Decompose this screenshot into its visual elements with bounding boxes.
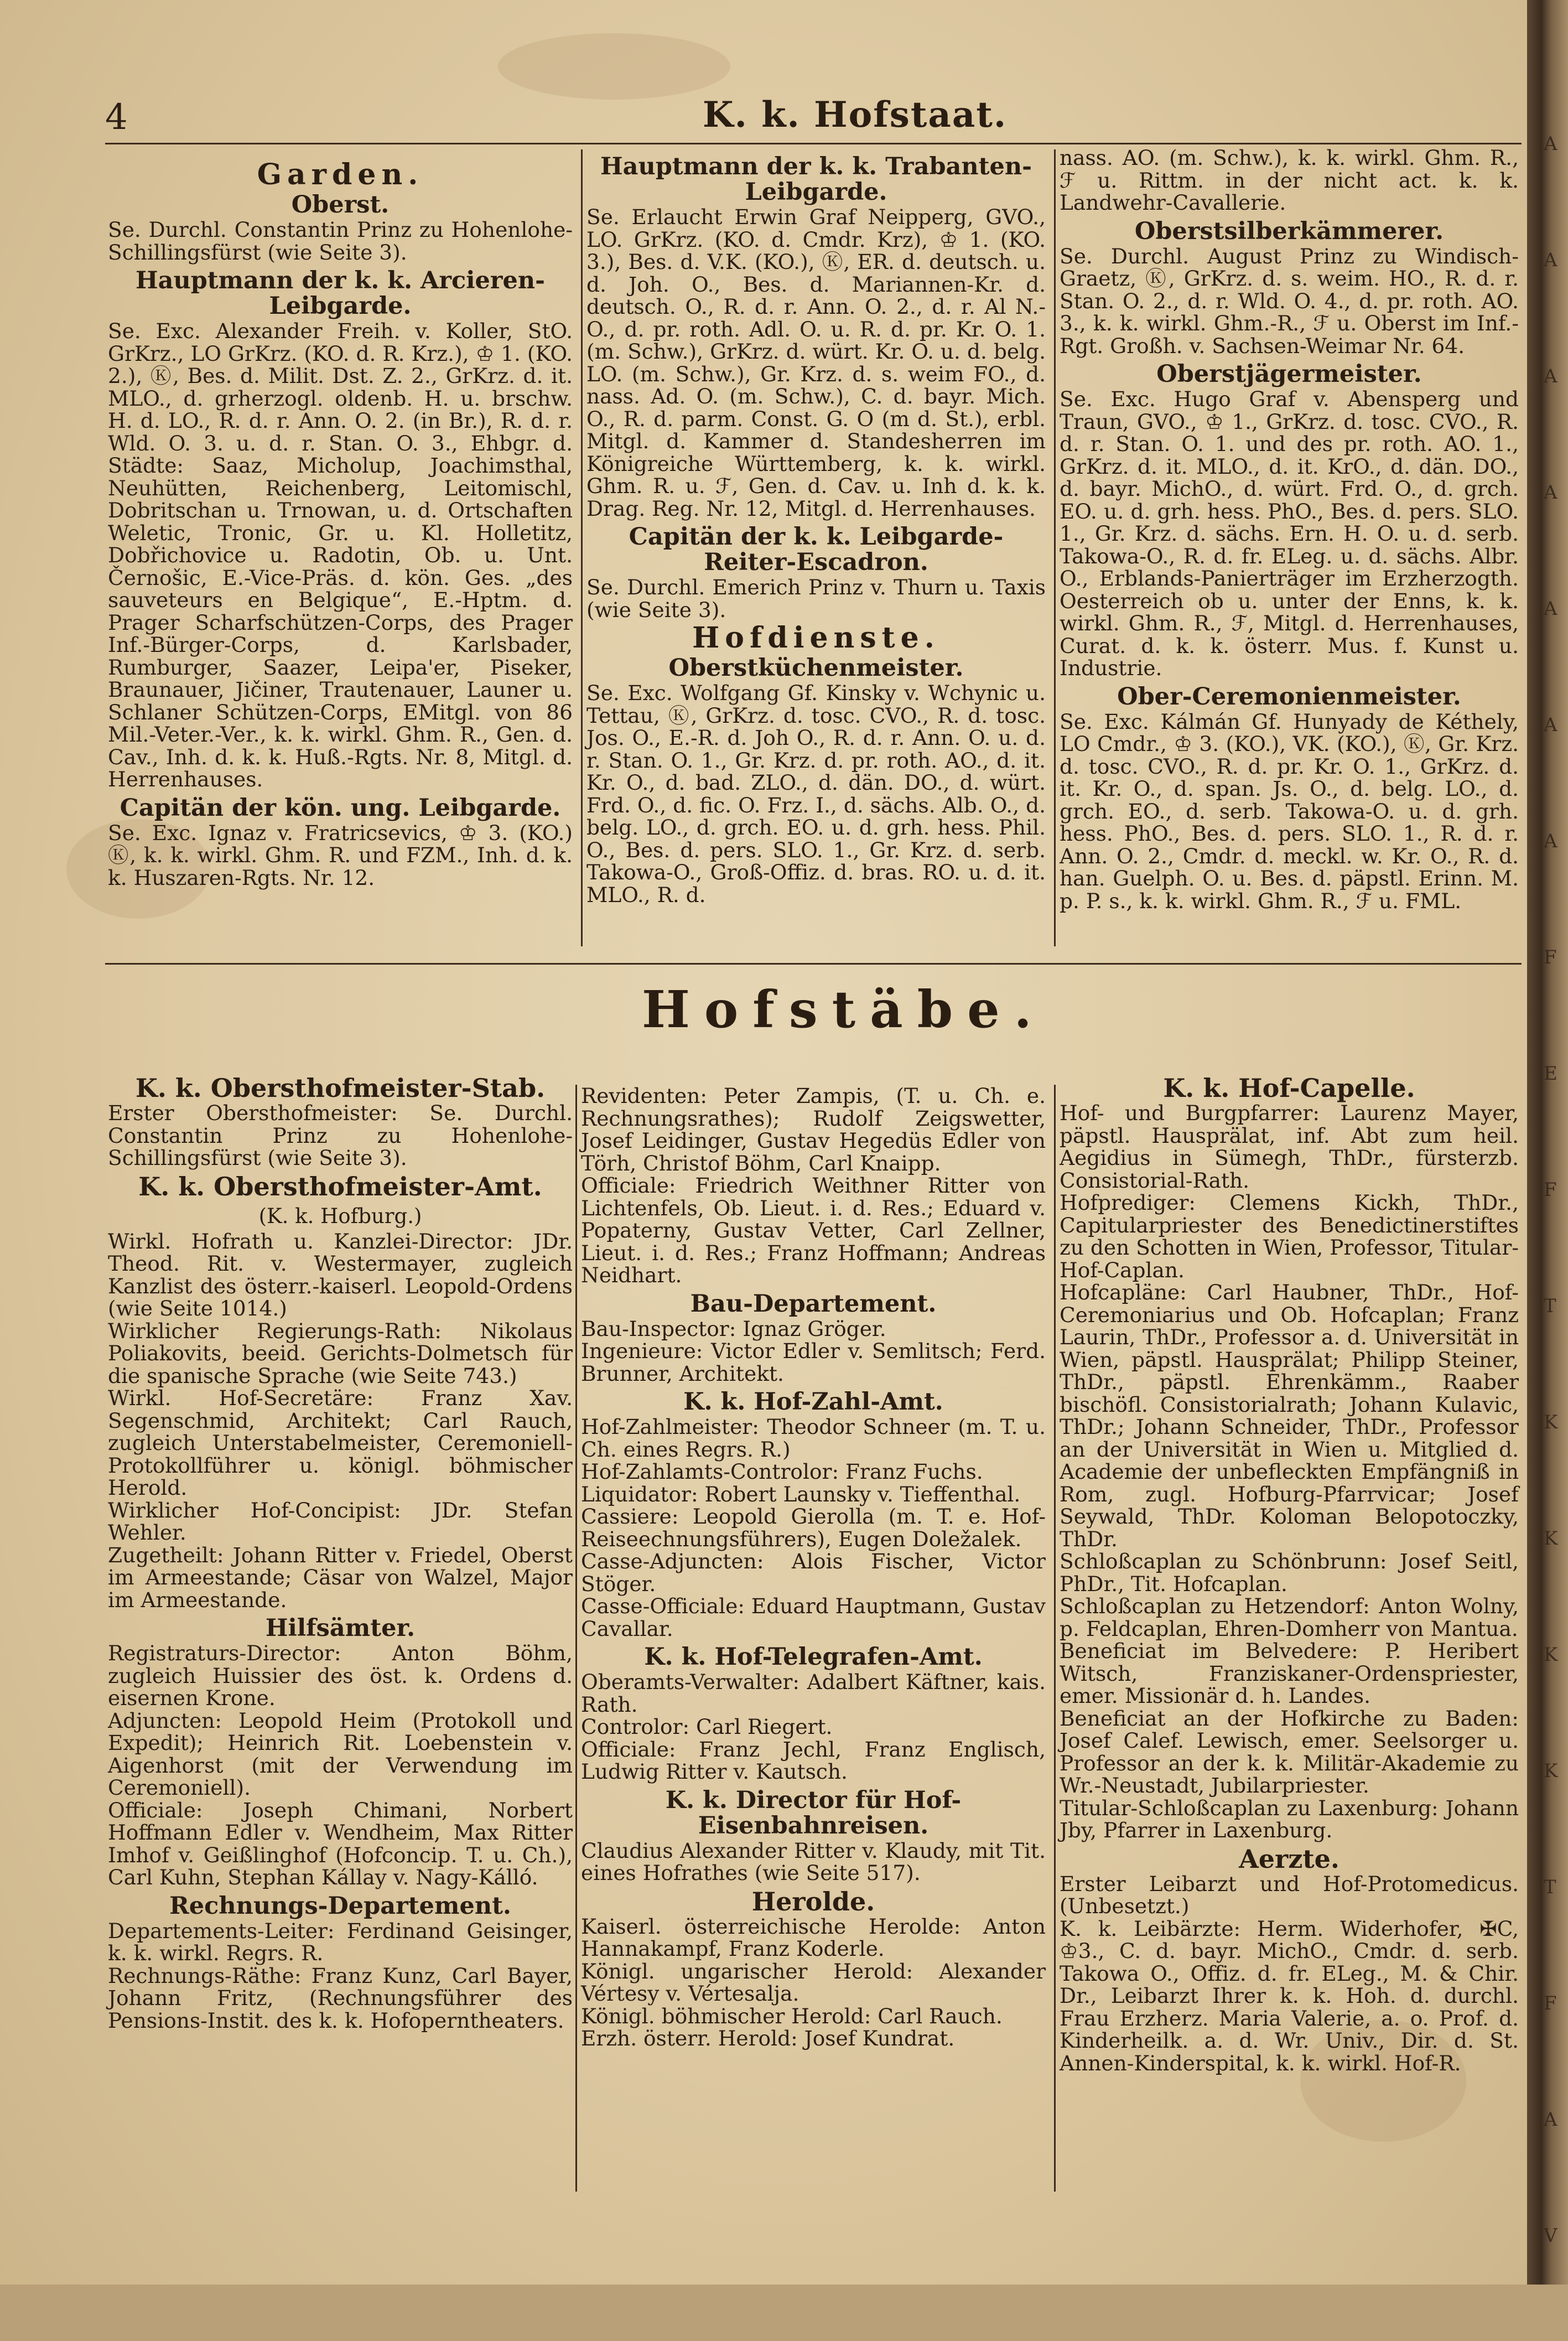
spine-letter: A xyxy=(1544,133,1557,155)
page-number: 4 xyxy=(105,97,128,138)
text-kuechenmeister-cont: nass. AO. (m. Schw.), k. k. wirkl. Ghm. R., ℱ u. Rittm. in der nicht act. k. k. Landwehr-Cavallerie. xyxy=(1060,146,1519,215)
list-item: Wirkl. Hofrath u. Kanzlei-Director: JDr. Theod. Rit. v. Westermayer, zugleich Kanzlist des österr.-kaiserl. Leopold-Ordens (wie Seite 1014.) xyxy=(108,1229,573,1320)
list-item: Officiale: Franz Jechl, Franz Englisch, Ludwig Ritter v. Kautsch. xyxy=(581,1737,1046,1784)
list-item: Departements-Leiter: Ferdinand Geisinger, k. k. wirkl. Regrs. R. xyxy=(108,1918,573,1965)
column-oberst-aemter xyxy=(1060,147,1519,912)
column-departements xyxy=(581,1085,1046,2050)
text-kuechenmeister: Se. Exc. Wolfgang Gf. Kinsky v. Wchynic u. Tettau, Ⓚ, GrKrz. d. tosc. CVO., R. d. tosc. Jos. O., E.-R. d. Joh O., R. d. r. Ann. O. u. d. r. Stan. O. 1., Gr. Krz. d. pr. roth. AO., d. it. Kr. O., d. bad. ZLO., d. dän. DO., d. würt. Frd. O., d. fic. O. Frz. I., d. sächs. Alb. O., d. belg. LO., d. grch. EO. u. d. grh. hess. Phil. O., Bes. d. pers. SLO. 1., Gr. Krz. d. serb. Takowa-O., Groß-Offiz. d. bras. RO. u. d. it. MLO., R. d. xyxy=(586,681,1046,907)
heading-ungarn-leibgarde: Capitän der kön. ung. Leibgarde. xyxy=(120,794,561,822)
heading-bau-departement: Bau-Departement. xyxy=(690,1289,937,1318)
text-jaegermeister: Se. Exc. Hugo Graf v. Abensperg und Traun, GVO., ♔ 1., GrKrz. d. tosc. CVO., R. d. r. Stan. O. 1. und des pr. roth. AO. 1., GrKrz. d. it. MLO., d. it. KrO., d. dän. DO., d. bayr. MichO., d. würt. Frd. O., d. grch. EO. u. d. grh. hess. PhO., Bes. d. pers. SLO. 1., Gr. Krz. d. sächs. Ern. H. O. u. d. serb. Takowa-O., R. d. fr. ELeg. u. d. sächs. Albr. O., Erblands-Panierträger im Erzherzogth. Oesterreich ob u. unter der Enns, k. k. wirkl. Ghm. R., ℱ, Mitgl. d. Herrenhauses, Curat. d. k. k. österr. Mus. f. Kunst u. Industrie. xyxy=(1060,387,1519,680)
list-item: Casse-Adjuncten: Alois Fischer, Victor Stöger. xyxy=(581,1549,1046,1596)
column-obersthofmeister xyxy=(108,1071,573,2032)
spine-letter: A xyxy=(1544,598,1557,620)
spine-letter: K xyxy=(1544,1644,1558,1666)
list-item: Erzh. österr. Herold: Josef Kundrat. xyxy=(581,2026,955,2050)
list-item: Hof- und Burgpfarrer: Laurenz Mayer, päpstl. Hausprälat, inf. Abt zum heil. Aegidius in Sümegh, ThDr., fürsterzb. Consistorial-Rath. xyxy=(1060,1101,1519,1193)
spine-letter: A xyxy=(1544,830,1557,852)
list-item: Liquidator: Robert Launsky v. Tieffenthal. xyxy=(581,1482,1021,1506)
spine-letter: F xyxy=(1544,1179,1557,1201)
spine-letter: F xyxy=(1544,1992,1557,2014)
text-oberst: Se. Durchl. Constantin Prinz zu Hohenlohe-Schillingsfürst (wie Seite 3). xyxy=(108,217,573,265)
spine-letter: K xyxy=(1544,1411,1558,1433)
heading-obersthofmeister-stab: K. k. Obersthofmeister-Stab. xyxy=(135,1073,546,1103)
spine-letter: A xyxy=(1544,2109,1557,2131)
list-item: Casse-Officiale: Eduard Hauptmann, Gustav Cavallar. xyxy=(581,1594,1046,1641)
heading-obersthofmeister-amt: K. k. Obersthofmeister-Amt. xyxy=(138,1171,542,1201)
text-erster-obersthofmeister: Erster Obersthofmeister: Se. Durchl. Constantin Prinz zu Hohenlohe-Schillingsfürst (wie Seite 3). xyxy=(108,1101,573,1170)
paper-stain xyxy=(498,33,730,100)
page-header xyxy=(105,94,1522,141)
spine-letter: F xyxy=(1544,946,1557,968)
column-rule xyxy=(575,1085,577,2192)
list-item: Beneficiat im Belvedere: P. Heribert Witsch, Franziskaner-Ordenspriester, emer. Missionär d. h. Landes. xyxy=(1060,1639,1519,1708)
text-arcieren: Se. Exc. Alexander Freih. v. Koller, StO. GrKrz., LO GrKrz. (KO. d. R. Krz.), ♔ 1. (KO. 2.), Ⓚ, Bes. d. Milit. Dst. Z. 2., GrKrz. d. it. MLO., d. grherzogl. oldenb. H. u. brschw. H. d. LO., R. d. r. Ann. O. 2. (in Br.), R. d. r. Wld. O. 3. u. d. r. Stan. O. 3., Ehbgr. d. Städte: Saaz, Micholup, Joachimsthal, Neuhütten, Reichenberg, Leitomischl, Dobritschan u. Trnowan, u. d. Ortschaften Weletic, Tronic, Gr. u. Kl. Holletitz, Dobřichovice u. Radotin, Ob. u. Unt. Černošic, E.-Vice-Präs. d. kön. Ges. „des sauveteurs en Belgique“, E.-Hptm. d. Prager Scharfschützen-Corps, des Prager Inf.-Bürger-Corps, d. Karlsbader, Rumburger, Saazer, Leipa'er, Piseker, Braunauer, Jičiner, Trautenauer, Launer u. Schlaner Schützen-Corps, EMitgl. von 86 Mil.-Veter.-Ver., k. k. wirkl. Ghm. R., Gen. d. Cav., Inh. d. k. k. Huß.-Rgts. Nr. 8, Mitgl. d. Herrenhauses. xyxy=(108,319,573,791)
list-item: Revidenten: Peter Zampis, (T. u. Ch. e. Rechnungsrathes); Rudolf Zeigswetter, Josef Leidinger, Gustav Hegedüs Edler von Törh, Christof Böhm, Carl Knaipp. xyxy=(581,1084,1046,1175)
text-trabanten: Se. Erlaucht Erwin Graf Neipperg, GVO., LO. GrKrz. (KO. d. Cmdr. Krz), ♔ 1. (KO. 3.), Bes. d. V.K. (KO.), Ⓚ, ER. d. deutsch. u. d. Joh. O., Bes. d. Mariannen-Kr. d. deutsch. O., R. d. r. Ann. O. 2., d. r. Al N.-O., d. pr. roth. Adl. O. u. R. d. pr. Kr. O. 1. (m. Schw.), GrKrz. d. würt. Kr. O. u. d. belg. LO. (m. Schw.), Gr. Krz. d. s. weim FO., d. nass. Ad. O. (m. Schw.), C. d. bayr. Mich. O., R. d. parm. Const. G. O (m d. St.), erbl. Mitgl. d. Kammer d. Standesherren im Königreiche Württemberg, k. k. wirkl. Ghm. R. u. ℱ, Gen. d. Cav. u. Inh d. k. k. Drag. Reg. Nr. 12, Mitgl. d. Herrenhauses. xyxy=(586,205,1046,521)
spine-letter: A xyxy=(1544,714,1557,736)
spine-letter: K xyxy=(1544,1527,1558,1550)
spine-letter: T xyxy=(1544,1876,1556,1898)
heading-hof-zahl-amt: K. k. Hof-Zahl-Amt. xyxy=(683,1388,943,1416)
column-trabanten xyxy=(586,149,1046,906)
list-item: Wirklicher Regierungs-Rath: Nikolaus Poliakovits, beeid. Gerichts-Dolmetsch für die spanische Sprache (wie Seite 743.) xyxy=(108,1318,573,1388)
list-item: Adjuncten: Leopold Heim (Protokoll und Expedit); Heinrich Rit. Loebenstein v. Aigenhorst (mit der Verwendung im Ceremoniell). xyxy=(108,1708,573,1800)
text-ceremonienmeister: Se. Exc. Kálmán Gf. Hunyady de Kéthely, LO Cmdr., ♔ 3. (KO.), VK. (KO.), Ⓚ, Gr. Krz. d. tosc. CVO., R. d. pr. Kr. O. 1., GrKrz. d. it. Kr. O., d. span. Js. O., d. belg. LO., d. grch. EO., d. serb. Takowa-O. u. d. grh. hess. PhO., Bes. d. pers. SLO. 1., R. d. r. Ann. O. 2., Cmdr. d. meckl. w. Kr. O., R. d. han. Guelph. O. u. Bes. d. päpstl. Erinn. M. p. P. s., k. k. wirkl. Ghm. R., ℱ u. FML. xyxy=(1060,709,1519,913)
list-item: Hofcapläne: Carl Haubner, ThDr., Hof-Ceremoniarius und Ob. Hofcaplan; Franz Laurin, ThDr., Professor a. d. Universität in Wien, päpstl. Hausprälat; Philipp Steiner, ThDr., päpstl. Ehrenkämm., Raaber bischöfl. Consistorialrath; Johann Kulavic, ThDr.; Johann Schneider, ThDr., Professor an der Universität in Wien u. Mitglied d. Academie der unbefleckten Empfängniß in Rom, zugl. Hofburg-Pfarrvicar; Josef Seywald, ThDr. Koloman Belopotoczky, ThDr. xyxy=(1060,1280,1519,1551)
header-rule xyxy=(105,143,1522,144)
list-item: Rechnungs-Räthe: Franz Kunz, Carl Bayer, Johann Fritz, (Rechnungsführer des Pensions-Instit. des k. k. Hofoperntheaters. xyxy=(108,1963,573,2033)
column-rule xyxy=(581,149,583,946)
list-item: Officiale: Friedrich Weithner Ritter von Lichtenfels, Ob. Lieut. i. d. Res.; Eduard v. Popaterny, Gustav Vetter, Carl Zellner, Lieut. i. d. Res.; Franz Hoffmann; Andreas Neidhart. xyxy=(581,1173,1046,1287)
list-item: Officiale: Joseph Chimani, Norbert Hoffmann Edler v. Wendheim, Max Ritter Imhof v. Geißlinghof (Hofconcip. T. u. Ch.), Carl Kuhn, Stephan Kállay v. Nagy-Kálló. xyxy=(108,1798,573,1889)
section-rule xyxy=(105,963,1522,965)
list-item: Erster Leibarzt und Hof-Protomedicus. (Unbesetzt.) xyxy=(1060,1871,1519,1918)
list-item: Claudius Alexander Ritter v. Klaudy, mit Tit. eines Hofrathes (wie Seite 517). xyxy=(581,1838,1046,1885)
list-item: Königl. ungarischer Herold: Alexander Vértesy v. Vértesalja. xyxy=(581,1959,1046,2006)
column-garden xyxy=(108,158,573,889)
list-item: Königl. böhmischer Herold: Carl Rauch. xyxy=(581,2003,1003,2028)
heading-ceremonienmeister: Ober-Ceremonienmeister. xyxy=(1117,682,1461,711)
list-item: Schloßcaplan zu Schönbrunn: Josef Seitl, PhDr., Tit. Hofcaplan. xyxy=(1060,1549,1519,1596)
section-heading-garden: Garden. xyxy=(257,158,424,191)
list-item: Beneficiat an der Hofkirche zu Baden: Josef Calef. Lewisch, emer. Seelsorger u. Professor an der k. k. Militär-Akademie zu Wr.-Neustadt, Jubilarpriester. xyxy=(1060,1706,1519,1798)
section-heading-hofdienste: Hofdienste. xyxy=(692,621,940,655)
list-item: Zugetheilt: Johann Ritter v. Friedel, Oberst im Armeestande; Cäsar von Walzel, Major im Armeestande. xyxy=(108,1542,573,1612)
heading-herolde: Herolde. xyxy=(751,1886,875,1917)
list-item: Kaiserl. österreichische Herolde: Anton Hannakampf, Franz Koderle. xyxy=(581,1914,1046,1961)
heading-reiter-escadron: Capitän der k. k. Leibgarde-Reiter-Escadron. xyxy=(629,523,1004,576)
spine-letter: A xyxy=(1544,249,1557,271)
spine-letter: V xyxy=(1544,2225,1557,2247)
section-title-hofstaebe: Hofstäbe. xyxy=(642,980,1046,1039)
spine-letter: K xyxy=(1544,1760,1558,1782)
list-item: Ingenieure: Victor Edler v. Semlitsch; Ferd. Brunner, Architekt. xyxy=(581,1339,1046,1386)
heading-kuechenmeister: Oberstküchenmeister. xyxy=(668,654,964,682)
list-item: Controlor: Carl Riegert. xyxy=(581,1715,833,1739)
text-reiter-escadron: Se. Durchl. Emerich Prinz v. Thurn u. Taxis (wie Seite 3). xyxy=(586,575,1046,622)
list-item: Hofprediger: Clemens Kickh, ThDr., Capitularpriester des Benedictinerstiftes zu den Schotten in Wien, Professor, Titular-Hof-Caplan. xyxy=(1060,1190,1519,1282)
list-item: K. k. Leibärzte: Herm. Widerhofer, ✠C, ♔3., C. d. bayr. MichO., Cmdr. d. serb. Takowa O., Offiz. d. fr. ELeg., M. & Chir. Dr., Leibarzt Ihrer k. k. Hoh. d. durchl. Frau Erzherz. Maria Valerie, a. o. Prof. d. Kinderheilk. a. d. Wr. Univ., Dir. d. St. Annen-Kinderspital, k. k. wirkl. Hof-R. xyxy=(1060,1916,1519,2075)
list-item: Hof-Zahlmeister: Theodor Schneer (m. T. u. Ch. eines Regrs. R.) xyxy=(581,1415,1046,1462)
heading-oberst: Oberst. xyxy=(291,191,390,219)
heading-hof-eisenbahnreisen: K. k. Director für Hof-Eisenbahnreisen. xyxy=(665,1786,962,1840)
list-item: Wirkl. Hof-Secretäre: Franz Xav. Segenschmid, Architekt; Carl Rauch, zugleich Unterstabelmeister, Ceremoniell-Protokollführer u. königl. böhmischer Herold. xyxy=(108,1386,573,1500)
heading-hof-telegrafen-amt: K. k. Hof-Telegrafen-Amt. xyxy=(644,1643,983,1671)
heading-rechnungs-departement: Rechnungs-Departement. xyxy=(169,1892,511,1920)
list-item: Bau-Inspector: Ignaz Gröger. xyxy=(581,1316,886,1341)
list-item: Oberamts-Verwalter: Adalbert Käftner, kais. Rath. xyxy=(581,1670,1046,1717)
spine-letter: A xyxy=(1544,365,1557,387)
list-item: Hof-Zahlamts-Controlor: Franz Fuchs. xyxy=(581,1459,983,1484)
heading-jaegermeister: Oberstjägermeister. xyxy=(1156,360,1422,388)
heading-silberkaemmerer: Oberstsilberkämmerer. xyxy=(1134,217,1444,245)
list-item: Titular-Schloßcaplan zu Laxenburg: Johann Jby, Pfarrer in Laxenburg. xyxy=(1060,1795,1519,1842)
list-item: Schloßcaplan zu Hetzendorf: Anton Wolny, p. Feldcaplan, Ehren-Domherr von Mantua. xyxy=(1060,1594,1519,1641)
list-item: Cassiere: Leopold Gierolla (m. T. e. Hof-Reiseechnungsführers), Eugen Doležalek. xyxy=(581,1504,1046,1551)
column-rule xyxy=(1054,149,1056,946)
spine-letter: A xyxy=(1544,481,1557,504)
spine-letter: E xyxy=(1544,1063,1557,1085)
column-rule xyxy=(1054,1085,1056,2192)
heading-aerzte: Aerzte. xyxy=(1239,1843,1339,1874)
column-hof-capelle xyxy=(1060,1071,1519,2074)
heading-trabanten: Hauptmann der k. k. Trabanten-Leibgarde. xyxy=(600,153,1032,206)
running-head: K. k. Hofstaat. xyxy=(703,94,1008,136)
heading-hilfsaemter: Hilfsämter. xyxy=(265,1614,416,1642)
spine-letter: T xyxy=(1544,1295,1556,1317)
list-item: Registraturs-Director: Anton Böhm, zugleich Huissier des öst. k. Ordens d. eisernen Krone. xyxy=(108,1641,573,1710)
text-ungarn-leibgarde: Se. Exc. Ignaz v. Fratricsevics, ♔ 3. (KO.) Ⓚ, k. k. wirkl. Ghm. R. und FZM., Inh. d. k. k. Huszaren-Rgts. Nr. 12. xyxy=(108,820,573,890)
subheading-hofburg: (K. k. Hofburg.) xyxy=(258,1204,422,1228)
heading-arcieren: Hauptmann der k. k. Arcieren-Leibgarde. xyxy=(135,267,546,320)
text-silberkaemmerer: Se. Durchl. August Prinz zu Windisch-Graetz, Ⓚ, GrKrz. d. s. weim. HO., R. d. r. Stan. O. 2., d. r. Wld. O. 4., d. pr. roth. AO. 3., k. k. wirkl. Ghm.-R., ℱ u. Oberst im Inf.-Rgt. Großh. v. Sachsen-Weimar Nr. 64. xyxy=(1060,244,1519,358)
list-item: Wirklicher Hof-Concipist: JDr. Stefan Wehler. xyxy=(108,1498,573,1545)
heading-hof-capelle: K. k. Hof-Capelle. xyxy=(1163,1073,1415,1103)
adjacent-page-edge-letters xyxy=(1544,133,1566,2341)
